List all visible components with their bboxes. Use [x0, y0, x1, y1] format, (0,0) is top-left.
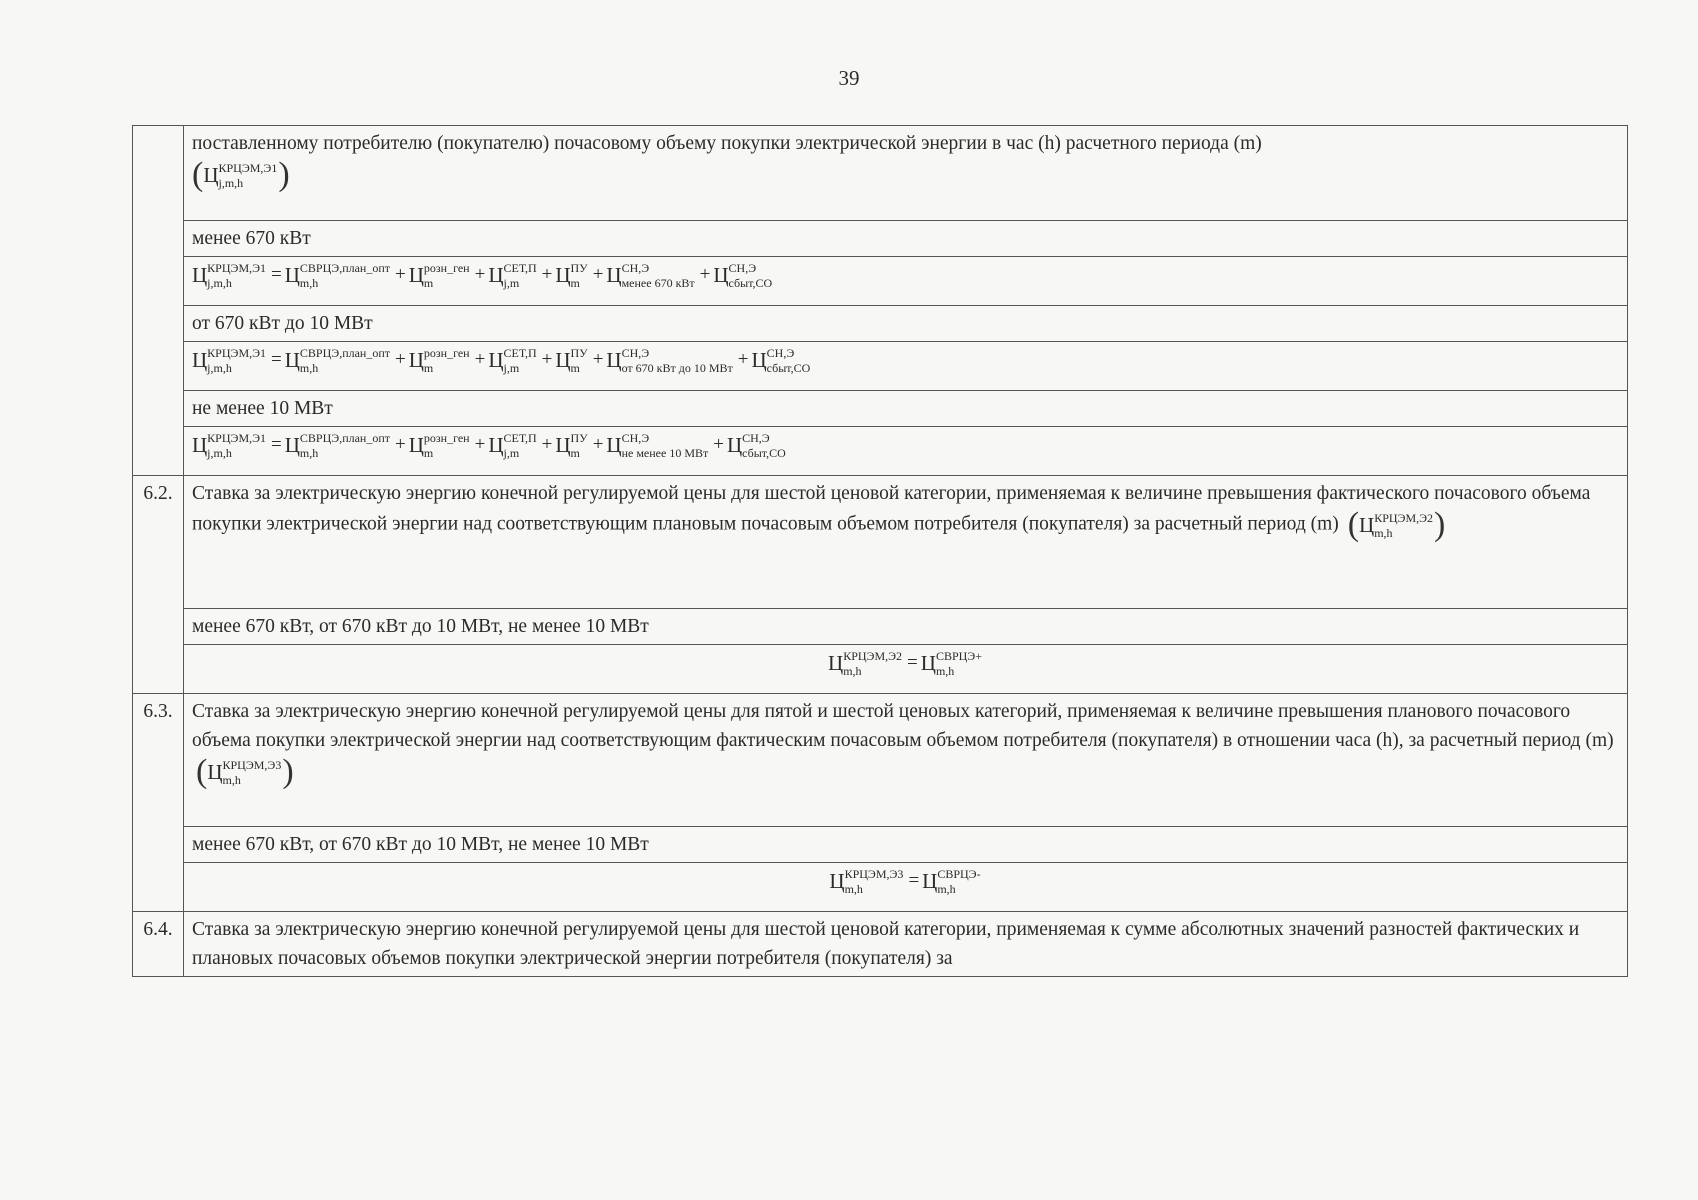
equals-sign: = — [908, 870, 920, 891]
plus-sign: + — [541, 349, 553, 370]
tariff-table — [132, 125, 1628, 977]
range-label: менее 670 кВт, от 670 кВт до 10 МВт, не менее 10 МВт — [184, 827, 1628, 863]
price-base: Ц — [726, 433, 743, 458]
price-symbol — [488, 347, 536, 374]
price-base: Ц — [555, 263, 571, 288]
price-base: Ц — [606, 433, 622, 458]
price-base: Ц — [488, 348, 504, 373]
subscript: j,m,h — [207, 361, 232, 376]
subscript: сбыт,СО — [728, 276, 773, 291]
plus-sign: + — [395, 349, 406, 370]
price-symbol — [1359, 512, 1433, 539]
price-base: Ц — [408, 263, 424, 288]
superscript: СВРЦЭ+ — [935, 649, 982, 664]
superscript: розн_ген — [423, 431, 470, 446]
superscript: СН,Э — [621, 431, 650, 446]
table-row — [133, 645, 1628, 694]
subscript: не менее 10 МВт — [621, 446, 709, 461]
price-symbol — [409, 432, 470, 459]
price-indices — [503, 347, 536, 374]
plus-sign: + — [592, 264, 604, 285]
price-base: Ц — [555, 433, 571, 458]
price-indices — [845, 868, 904, 895]
subscript: m,h — [299, 276, 319, 291]
superscript: СН,Э — [728, 261, 757, 276]
price-symbol — [285, 262, 390, 289]
price-indices — [622, 262, 695, 289]
price-indices — [503, 262, 536, 289]
price-symbol — [555, 262, 587, 289]
price-indices — [937, 868, 980, 895]
price-indices — [843, 650, 902, 677]
price-base: Ц — [555, 348, 571, 373]
superscript: СВРЦЭ,план_опт — [299, 346, 391, 361]
price-symbol — [727, 432, 786, 459]
table-row — [133, 342, 1628, 391]
subscript: от 670 кВт до 10 МВт — [621, 361, 733, 376]
price-indices — [300, 262, 390, 289]
price-base: Ц — [713, 263, 729, 288]
table-row — [133, 391, 1628, 427]
equals-sign: = — [271, 349, 282, 370]
superscript: СН,Э — [742, 431, 770, 446]
table-row — [133, 694, 1628, 827]
price-base: Ц — [751, 348, 767, 373]
price-indices — [207, 262, 266, 289]
table-row — [133, 306, 1628, 342]
subscript: m — [570, 276, 580, 291]
price-indices — [767, 347, 811, 374]
superscript: КРЦЭМ,Э2 — [1374, 510, 1434, 525]
superscript: ПУ — [570, 346, 588, 361]
equals-sign: = — [271, 264, 282, 285]
price-base: Ц — [408, 348, 424, 373]
price-base: Ц — [192, 433, 208, 458]
plus-sign: + — [592, 434, 604, 455]
description-cell — [184, 912, 1628, 977]
open-paren: ( — [196, 753, 208, 790]
superscript: СВРЦЭ- — [937, 867, 981, 882]
subscript: m,h — [299, 361, 319, 376]
formula — [192, 347, 811, 374]
table-row — [133, 257, 1628, 306]
plus-sign: + — [395, 264, 406, 285]
price-symbol — [829, 868, 903, 895]
subscript: j,m,h — [207, 276, 232, 291]
formula-cell — [184, 342, 1628, 391]
subscript: j,m — [503, 361, 520, 376]
price-base: Ц — [284, 348, 300, 373]
superscript: КРЦЭМ,Э2 — [843, 649, 903, 664]
price-symbol — [921, 650, 982, 677]
superscript: СВРЦЭ,план_опт — [299, 261, 391, 276]
formula-ref — [196, 755, 294, 789]
price-symbol — [828, 650, 902, 677]
price-base: Ц — [207, 759, 223, 784]
price-indices — [571, 262, 588, 289]
formula-ref — [192, 158, 290, 192]
price-indices — [300, 432, 390, 459]
price-base: Ц — [203, 162, 219, 187]
description-cell — [184, 476, 1628, 609]
close-paren: ) — [1434, 506, 1446, 543]
price-base: Ц — [488, 263, 504, 288]
plus-sign: + — [541, 264, 553, 285]
plus-sign: + — [737, 349, 749, 370]
description-text: Ставка за электрическую энергию конечной регулируемой цены для шестой ценовой категории, применяемая к величине превышения фактического почасового объема покупки электрической энергии над соответствующим плановым почасовым объемом потребителя (покупателя) за расчетный период (m) — [192, 483, 1591, 535]
price-base: Ц — [192, 348, 208, 373]
price-symbol — [713, 262, 772, 289]
superscript: СЕТ,П — [503, 261, 537, 276]
range-label: не менее 10 МВт — [184, 391, 1628, 427]
superscript: ПУ — [570, 261, 588, 276]
price-base: Ц — [606, 263, 622, 288]
price-indices — [219, 162, 278, 189]
open-paren: ( — [1347, 506, 1360, 543]
formula — [192, 432, 787, 459]
plus-sign: + — [395, 434, 406, 455]
price-indices — [1374, 512, 1433, 539]
price-base: Ц — [284, 263, 300, 288]
close-paren: ) — [278, 156, 290, 193]
formula — [192, 262, 773, 289]
price-indices — [622, 432, 709, 459]
plus-sign: + — [474, 349, 486, 370]
superscript: СЕТ,П — [503, 431, 537, 446]
plus-sign: + — [474, 264, 486, 285]
table-row — [133, 609, 1628, 645]
price-base: Ц — [922, 869, 938, 894]
price-base: Ц — [920, 651, 936, 676]
subscript: m,h — [299, 446, 319, 461]
price-indices — [503, 432, 536, 459]
price-symbol — [192, 432, 266, 459]
superscript: КРЦЭМ,Э1 — [207, 431, 267, 446]
formula — [828, 650, 983, 677]
item-number: 6.2. — [133, 476, 184, 694]
table-row — [133, 126, 1628, 221]
price-indices — [424, 347, 470, 374]
plus-sign: + — [713, 434, 724, 455]
plus-sign: + — [699, 264, 711, 285]
price-base: Ц — [829, 869, 845, 894]
superscript: КРЦЭМ,Э1 — [207, 261, 267, 276]
plus-sign: + — [592, 349, 604, 370]
price-indices — [207, 347, 266, 374]
subscript: j,m — [503, 276, 520, 291]
superscript: КРЦЭМ,Э1 — [207, 346, 267, 361]
description-cell — [184, 126, 1628, 221]
page-number: 39 — [838, 66, 860, 90]
subscript: m,h — [844, 882, 863, 897]
price-base: Ц — [1359, 512, 1375, 537]
plus-sign: + — [474, 434, 486, 455]
formula-cell — [184, 257, 1628, 306]
price-symbol — [606, 262, 694, 289]
price-base: Ц — [284, 433, 300, 458]
subscript: m — [423, 361, 434, 376]
subscript: j,m,h — [207, 446, 232, 461]
price-base: Ц — [408, 433, 424, 458]
superscript: ПУ — [570, 431, 588, 446]
subscript: менее 670 кВт — [621, 276, 695, 291]
formula-cell — [184, 863, 1628, 912]
price-symbol — [409, 347, 470, 374]
subscript: сбыт,СО — [742, 446, 786, 461]
open-paren: ( — [192, 156, 204, 193]
price-symbol — [488, 262, 536, 289]
price-symbol — [606, 347, 732, 374]
close-paren: ) — [282, 753, 294, 790]
price-indices — [300, 347, 390, 374]
range-label: от 670 кВт до 10 МВт — [184, 306, 1628, 342]
superscript: СН,Э — [621, 261, 650, 276]
formula-cell — [184, 645, 1628, 694]
price-base: Ц — [606, 348, 622, 373]
superscript: розн_ген — [423, 346, 470, 361]
superscript: розн_ген — [423, 261, 470, 276]
price-indices — [207, 432, 266, 459]
description-cell — [184, 694, 1628, 827]
subscript: m,h — [222, 772, 241, 787]
price-symbol — [192, 347, 266, 374]
table-row — [133, 912, 1628, 977]
superscript: СВРЦЭ,план_опт — [299, 431, 391, 446]
subscript: m — [423, 276, 434, 291]
superscript: КРЦЭМ,Э3 — [844, 867, 904, 882]
price-symbol — [751, 347, 810, 374]
price-symbol — [555, 347, 587, 374]
description-text: Ставка за электрическую энергию конечной регулируемой цены для пятой и шестой ценовых категорий, применяемая к величине превышения планового почасового объема покупки электрической энергии над соответствующим фактическим почасовым объемом потребителя (покупателя) в отношении часа (h), за расчетный период (m) — [192, 701, 1614, 751]
formula — [829, 868, 981, 895]
subscript: m,h — [1374, 525, 1393, 540]
price-indices — [223, 759, 282, 786]
item-number: 6.3. — [133, 694, 184, 912]
price-symbol — [285, 432, 390, 459]
range-label: менее 670 кВт, от 670 кВт до 10 МВт, не менее 10 МВт — [184, 609, 1628, 645]
price-indices — [571, 347, 588, 374]
range-label: менее 670 кВт — [184, 221, 1628, 257]
formula-ref — [1348, 508, 1446, 542]
equals-sign: = — [271, 434, 282, 455]
price-symbol — [285, 347, 390, 374]
item-number: 6.4. — [133, 912, 184, 977]
subscript: m,h — [843, 664, 862, 679]
subscript: m,h — [935, 664, 955, 679]
table-row — [133, 427, 1628, 476]
price-symbol — [922, 868, 980, 895]
price-symbol — [409, 262, 470, 289]
subscript: j,m — [503, 446, 520, 461]
equals-sign: = — [907, 652, 918, 673]
plus-sign: + — [541, 434, 553, 455]
price-symbol — [203, 162, 277, 189]
price-indices — [424, 262, 470, 289]
price-indices — [622, 347, 733, 374]
superscript: КРЦЭМ,Э3 — [222, 757, 282, 772]
price-indices — [571, 432, 588, 459]
price-symbol — [192, 262, 266, 289]
superscript: СН,Э — [766, 346, 795, 361]
subscript: m — [570, 361, 580, 376]
price-indices — [424, 432, 470, 459]
superscript: КРЦЭМ,Э1 — [218, 160, 278, 175]
superscript: СН,Э — [621, 346, 650, 361]
price-symbol — [207, 759, 281, 786]
subscript: m — [423, 446, 434, 461]
subscript: j,m,h — [218, 175, 244, 190]
formula-cell — [184, 427, 1628, 476]
price-symbol — [555, 432, 587, 459]
table-row — [133, 476, 1628, 609]
price-base: Ц — [488, 433, 504, 458]
price-symbol — [606, 432, 708, 459]
price-base: Ц — [828, 651, 844, 676]
price-base: Ц — [192, 263, 208, 288]
description-text: Ставка за электрическую энергию конечной регулируемой цены для шестой ценовой категории, применяемая к сумме абсолютных значений разностей фактических и плановых почасовых объемов покупки электрической энергии потребителя (покупателя) за — [192, 919, 1580, 969]
table-row — [133, 221, 1628, 257]
price-symbol — [488, 432, 536, 459]
price-indices — [729, 262, 773, 289]
subscript: m,h — [937, 882, 956, 897]
table-row — [133, 827, 1628, 863]
subscript: сбыт,СО — [766, 361, 811, 376]
table-row — [133, 863, 1628, 912]
subscript: m — [570, 446, 580, 461]
superscript: СЕТ,П — [503, 346, 537, 361]
price-indices — [742, 432, 786, 459]
price-indices — [936, 650, 982, 677]
row-number-cell — [133, 126, 184, 476]
description-text: поставленному потребителю (покупателю) почасовому объему покупки электрической энергии в час (h) расчетного периода (m) — [192, 133, 1262, 154]
